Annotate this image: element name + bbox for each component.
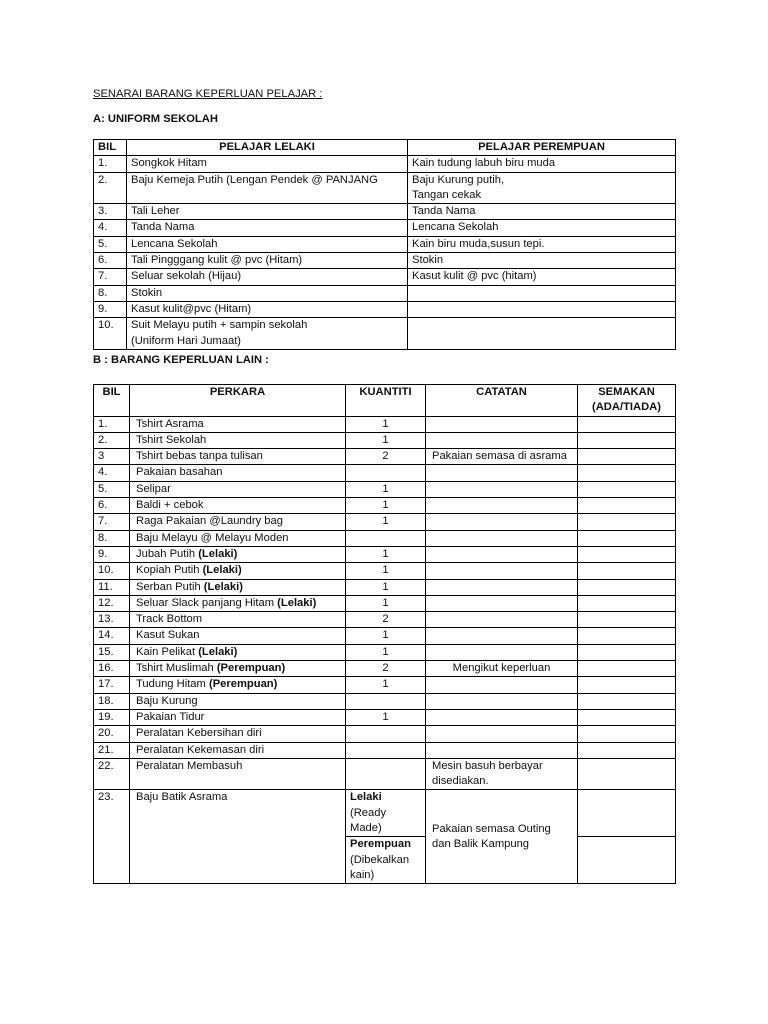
item-bil-cell: 1. — [94, 416, 130, 432]
kuantiti-perempuan-block — [346, 836, 425, 883]
item-catatan-cell — [426, 481, 578, 497]
uniform-lelaki-cell — [127, 318, 408, 350]
uniform-lelaki-cell — [127, 253, 408, 269]
item-semakan-cell — [578, 742, 676, 758]
item-perkara-cell — [130, 563, 346, 579]
item-perkara-cell — [130, 595, 346, 611]
uniform-perempuan-cell — [408, 301, 676, 317]
item-row — [94, 563, 676, 579]
item-catatan-cell — [426, 758, 578, 790]
item-catatan-cell — [426, 595, 578, 611]
item-row — [94, 465, 676, 481]
item-bil-cell: 13. — [94, 612, 130, 628]
item-bil-cell: 23. — [94, 790, 130, 884]
item-row — [94, 546, 676, 562]
uniform-row — [94, 253, 676, 269]
item-perkara-gender: (Lelaki) — [202, 564, 242, 577]
item-bil-cell: 14. — [94, 628, 130, 644]
item-semakan-cell — [578, 514, 676, 530]
item-semakan-cell — [578, 465, 676, 481]
uniform-row — [94, 156, 676, 172]
item-bil-cell: 19. — [94, 709, 130, 725]
item-kuantiti-cell: 1 — [346, 709, 426, 725]
item-perkara-text: Selipar — [136, 482, 171, 495]
item-bil-cell: 16. — [94, 661, 130, 677]
item-bil-cell: 18. — [94, 693, 130, 709]
item-semakan-cell — [578, 612, 676, 628]
item-perkara-text: Seluar Slack panjang Hitam — [136, 596, 278, 609]
item-catatan-cell — [426, 449, 578, 465]
item-catatan-text-2: disediakan. — [432, 775, 489, 788]
item-perkara-text: Baldi + cebok — [136, 499, 204, 512]
uniform-lelaki-text: Stokin — [131, 286, 163, 299]
uniform-bil-cell: 3. — [94, 204, 127, 220]
kuantiti-lelaki-note-2: Made) — [350, 822, 382, 835]
semakan-perempuan-box — [578, 836, 675, 883]
header-semakan-line2: (ADA/TIADA) — [592, 401, 661, 414]
item-catatan-cell — [426, 628, 578, 644]
item-perkara-cell — [130, 416, 346, 432]
kuantiti-lelaki-note: (Ready — [350, 806, 387, 819]
item-perkara-text: Baju Melayu @ Melayu Moden — [136, 531, 289, 544]
uniform-bil-cell: 7. — [94, 269, 127, 285]
kuantiti-perempuan-note-2: kain) — [350, 868, 375, 881]
header-perkara: PERKARA — [130, 385, 346, 417]
uniform-lelaki-text: Lencana Sekolah — [131, 237, 218, 250]
item-perkara-text: Tshirt Sekolah — [136, 433, 207, 446]
item-perkara-gender: (Lelaki) — [198, 645, 238, 658]
item-bil-cell: 20. — [94, 726, 130, 742]
kuantiti-perempuan-label: Perempuan — [350, 838, 411, 851]
item-perkara-text: Peralatan Membasuh — [136, 759, 243, 772]
uniform-perempuan-cell — [408, 253, 676, 269]
item-perkara-text: Pakaian Tidur — [136, 710, 205, 723]
item-catatan-cell — [426, 530, 578, 546]
item-kuantiti-cell: 1 — [346, 628, 426, 644]
item-perkara-cell — [130, 546, 346, 562]
item-bil-cell: 9. — [94, 546, 130, 562]
uniform-perempuan-text: Tanda Nama — [412, 205, 476, 218]
item-perkara-cell — [130, 742, 346, 758]
item-bil-cell: 7. — [94, 514, 130, 530]
uniform-lelaki-text: Tanda Nama — [131, 221, 195, 234]
header-kuantiti: KUANTITI — [346, 385, 426, 417]
item-catatan-cell — [426, 693, 578, 709]
item-kuantiti-cell: 1 — [346, 432, 426, 448]
item-row — [94, 661, 676, 677]
uniform-perempuan-cell — [408, 156, 676, 172]
item-bil-cell: 4. — [94, 465, 130, 481]
item-row — [94, 432, 676, 448]
item-kuantiti-cell: 1 — [346, 416, 426, 432]
item-kuantiti-cell — [346, 758, 426, 790]
uniform-perempuan-cell — [408, 172, 676, 204]
uniform-row — [94, 172, 676, 204]
item-perkara-text: Baju Kurung — [136, 694, 198, 707]
item-perkara-gender: (Perempuan) — [216, 662, 286, 675]
item-perkara-cell — [130, 677, 346, 693]
uniform-lelaki-cell — [127, 269, 408, 285]
item-semakan-split — [578, 790, 676, 884]
item-catatan-cell — [426, 644, 578, 660]
uniform-bil-cell: 2. — [94, 172, 127, 204]
item-perkara-text: Peralatan Kekemasan diri — [136, 743, 265, 756]
item-perkara-cell — [130, 693, 346, 709]
uniform-row — [94, 285, 676, 301]
item-perkara-gender: (Lelaki) — [198, 547, 238, 560]
item-perkara-cell — [130, 449, 346, 465]
uniform-bil-cell: 10. — [94, 318, 127, 350]
item-row — [94, 416, 676, 432]
uniform-table — [93, 139, 676, 350]
item-catatan-cell — [426, 677, 578, 693]
header-pelajar-lelaki: PELAJAR LELAKI — [127, 140, 408, 156]
uniform-lelaki-text-2: (Uniform Hari Jumaat) — [131, 334, 242, 347]
uniform-perempuan-cell — [408, 285, 676, 301]
item-row — [94, 612, 676, 628]
item-perkara-text: Kasut Sukan — [136, 629, 200, 642]
item-bil-cell: 21. — [94, 742, 130, 758]
uniform-lelaki-text: Kasut kulit@pvc (Hitam) — [131, 302, 252, 315]
item-perkara-text: Tshirt Muslimah — [136, 662, 217, 675]
item-catatan-cell — [426, 514, 578, 530]
item-kuantiti-cell — [346, 693, 426, 709]
item-row — [94, 628, 676, 644]
item-row — [94, 579, 676, 595]
item-row — [94, 481, 676, 497]
item-perkara-text: Track Bottom — [136, 613, 203, 626]
item-perkara-cell — [130, 612, 346, 628]
item-catatan-cell — [426, 709, 578, 725]
item-kuantiti-cell — [346, 742, 426, 758]
item-semakan-cell — [578, 644, 676, 660]
item-perkara-text: Tshirt Asrama — [136, 417, 204, 430]
item-row — [94, 693, 676, 709]
item-semakan-cell — [578, 416, 676, 432]
item-perkara-cell — [130, 530, 346, 546]
item-semakan-cell — [578, 563, 676, 579]
item-row-last — [94, 790, 676, 884]
item-catatan-text: Mengikut keperluan — [452, 662, 551, 675]
item-row — [94, 709, 676, 725]
item-catatan-text: Pakaian semasa di asrama — [432, 450, 567, 463]
uniform-perempuan-text: Stokin — [412, 254, 444, 267]
item-perkara-text: Tshirt bebas tanpa tulisan — [136, 450, 263, 463]
item-catatan-cell — [426, 563, 578, 579]
uniform-bil-cell: 5. — [94, 236, 127, 252]
uniform-lelaki-cell — [127, 156, 408, 172]
header-catatan: CATATAN — [426, 385, 578, 417]
item-row — [94, 742, 676, 758]
item-kuantiti-cell: 2 — [346, 449, 426, 465]
kuantiti-lelaki-block — [346, 790, 425, 836]
item-perkara-gender: (Lelaki) — [277, 596, 317, 609]
uniform-perempuan-text: Baju Kurung putih, — [412, 173, 505, 186]
uniform-perempuan-cell — [408, 220, 676, 236]
uniform-perempuan-text: Kasut kulit @ pvc (hitam) — [412, 270, 537, 283]
uniform-lelaki-text: Tali Leher — [131, 205, 180, 218]
item-semakan-cell — [578, 758, 676, 790]
item-row — [94, 595, 676, 611]
uniform-lelaki-text: Baju Kemeja Putih (Lengan Pendek @ PANJANG — [131, 173, 378, 186]
uniform-perempuan-text-2: Tangan cekak — [412, 188, 482, 201]
item-perkara-text: Kopiah Putih — [136, 564, 203, 577]
item-perkara-text: Jubah Putih — [136, 547, 199, 560]
kuantiti-perempuan-note: (Dibekalkan — [350, 853, 410, 866]
item-perkara-gender: (Lelaki) — [203, 580, 243, 593]
item-kuantiti-cell: 1 — [346, 514, 426, 530]
item-catatan-cell — [426, 416, 578, 432]
uniform-lelaki-cell — [127, 236, 408, 252]
item-semakan-cell — [578, 595, 676, 611]
item-semakan-cell — [578, 628, 676, 644]
item-row — [94, 449, 676, 465]
uniform-lelaki-cell — [127, 301, 408, 317]
item-perkara-cell — [130, 661, 346, 677]
item-kuantiti-cell: 1 — [346, 546, 426, 562]
header-semakan — [578, 385, 676, 417]
item-catatan-cell — [426, 579, 578, 595]
item-catatan-text: Pakaian semasa Outing — [432, 822, 551, 835]
item-perkara-gender: (Perempuan) — [208, 678, 278, 691]
uniform-bil-cell: 9. — [94, 301, 127, 317]
uniform-perempuan-cell — [408, 204, 676, 220]
item-perkara-cell — [130, 498, 346, 514]
item-perkara-cell — [130, 481, 346, 497]
item-row — [94, 514, 676, 530]
header-semakan-line1: SEMAKAN — [598, 386, 655, 398]
item-catatan-cell — [426, 546, 578, 562]
item-perkara-cell — [130, 465, 346, 481]
item-semakan-cell — [578, 432, 676, 448]
uniform-row — [94, 318, 676, 350]
item-bil-cell: 8. — [94, 530, 130, 546]
other-items-table-header — [94, 385, 676, 417]
other-items-table — [93, 384, 676, 884]
item-perkara-text: Kain Pelikat — [136, 645, 199, 658]
item-kuantiti-cell: 1 — [346, 481, 426, 497]
uniform-row — [94, 236, 676, 252]
item-perkara-cell — [130, 758, 346, 790]
item-row — [94, 726, 676, 742]
item-perkara-cell — [130, 514, 346, 530]
uniform-perempuan-text: Kain tudung labuh biru muda — [412, 157, 556, 170]
document-title: SENARAI BARANG KEPERLUAN PELAJAR : — [93, 88, 323, 100]
header-bil: BIL — [94, 140, 127, 156]
item-catatan-cell — [426, 726, 578, 742]
item-catatan-cell — [426, 790, 578, 884]
header-bil: BIL — [94, 385, 130, 417]
item-kuantiti-cell — [346, 465, 426, 481]
uniform-bil-cell: 6. — [94, 253, 127, 269]
item-catatan-cell — [426, 498, 578, 514]
uniform-perempuan-text: Lencana Sekolah — [412, 221, 499, 234]
item-perkara-cell: Baju Batik Asrama — [130, 790, 346, 884]
item-catatan-cell — [426, 612, 578, 628]
item-bil-cell: 6. — [94, 498, 130, 514]
kuantiti-lelaki-label: Lelaki — [350, 791, 382, 804]
item-catatan-cell — [426, 432, 578, 448]
item-perkara-cell — [130, 432, 346, 448]
item-kuantiti-cell: 2 — [346, 612, 426, 628]
item-bil-cell: 5. — [94, 481, 130, 497]
item-kuantiti-cell: 1 — [346, 595, 426, 611]
item-perkara-text: Peralatan Kebersihan diri — [136, 727, 262, 740]
uniform-lelaki-text: Seluar sekolah (Hijau) — [131, 270, 242, 283]
uniform-perempuan-cell — [408, 236, 676, 252]
item-perkara-cell — [130, 628, 346, 644]
item-kuantiti-split — [346, 790, 426, 884]
item-kuantiti-cell: 1 — [346, 563, 426, 579]
item-perkara-text: Serban Putih — [136, 580, 204, 593]
uniform-bil-cell: 4. — [94, 220, 127, 236]
header-pelajar-perempuan: PELAJAR PEREMPUAN — [408, 140, 676, 156]
item-bil-cell: 17. — [94, 677, 130, 693]
uniform-lelaki-text: Songkok Hitam — [131, 157, 207, 170]
uniform-lelaki-text: Suit Melayu putih + sampin sekolah — [131, 319, 308, 332]
item-bil-cell: 15. — [94, 644, 130, 660]
item-perkara-text: Pakaian basahan — [136, 466, 223, 479]
item-row — [94, 498, 676, 514]
item-bil-cell: 11. — [94, 579, 130, 595]
uniform-lelaki-cell — [127, 172, 408, 204]
item-bil-cell: 22. — [94, 758, 130, 790]
uniform-row — [94, 301, 676, 317]
uniform-bil-cell: 8. — [94, 285, 127, 301]
item-catatan-text-2: dan Balik Kampung — [432, 837, 530, 850]
item-semakan-cell — [578, 693, 676, 709]
uniform-bil-cell: 1. — [94, 156, 127, 172]
item-semakan-cell — [578, 579, 676, 595]
item-semakan-cell — [578, 546, 676, 562]
item-bil-cell: 3 — [94, 449, 130, 465]
item-semakan-cell — [578, 449, 676, 465]
item-semakan-cell — [578, 677, 676, 693]
item-perkara-cell — [130, 726, 346, 742]
item-kuantiti-cell: 1 — [346, 644, 426, 660]
uniform-row — [94, 269, 676, 285]
item-row — [94, 677, 676, 693]
item-kuantiti-cell — [346, 530, 426, 546]
uniform-table-header — [94, 140, 676, 156]
item-semakan-cell — [578, 661, 676, 677]
item-perkara-text: Tudung Hitam — [136, 678, 209, 691]
section-a-heading: A: UNIFORM SEKOLAH — [93, 113, 218, 125]
item-catatan-cell — [426, 742, 578, 758]
section-b-heading: B : BARANG KEPERLUAN LAIN : — [93, 354, 269, 366]
item-kuantiti-cell: 1 — [346, 579, 426, 595]
uniform-perempuan-cell — [408, 269, 676, 285]
item-bil-cell: 2. — [94, 432, 130, 448]
item-kuantiti-cell — [346, 726, 426, 742]
item-semakan-cell — [578, 726, 676, 742]
uniform-perempuan-text: Kain biru muda,susun tepi. — [412, 237, 545, 250]
item-perkara-cell — [130, 644, 346, 660]
uniform-lelaki-cell — [127, 204, 408, 220]
item-bil-cell: 12. — [94, 595, 130, 611]
item-perkara-cell — [130, 709, 346, 725]
item-kuantiti-cell: 2 — [346, 661, 426, 677]
item-semakan-cell — [578, 481, 676, 497]
item-bil-cell: 10. — [94, 563, 130, 579]
uniform-perempuan-cell — [408, 318, 676, 350]
item-catatan-cell — [426, 661, 578, 677]
uniform-row — [94, 220, 676, 236]
item-semakan-cell — [578, 530, 676, 546]
semakan-lelaki-box — [578, 790, 675, 836]
item-row — [94, 530, 676, 546]
uniform-lelaki-cell — [127, 285, 408, 301]
item-semakan-cell — [578, 709, 676, 725]
uniform-lelaki-text: Tali Pingggang kulit @ pvc (Hitam) — [131, 254, 303, 267]
item-catatan-text: Mesin basuh berbayar — [432, 759, 543, 772]
uniform-row — [94, 204, 676, 220]
item-row — [94, 758, 676, 790]
item-kuantiti-cell: 1 — [346, 677, 426, 693]
item-catatan-cell — [426, 465, 578, 481]
item-row — [94, 644, 676, 660]
uniform-lelaki-cell — [127, 220, 408, 236]
item-kuantiti-cell: 1 — [346, 498, 426, 514]
item-perkara-text: Raga Pakaian @Laundry bag — [136, 515, 283, 528]
item-semakan-cell — [578, 498, 676, 514]
item-perkara-cell — [130, 579, 346, 595]
